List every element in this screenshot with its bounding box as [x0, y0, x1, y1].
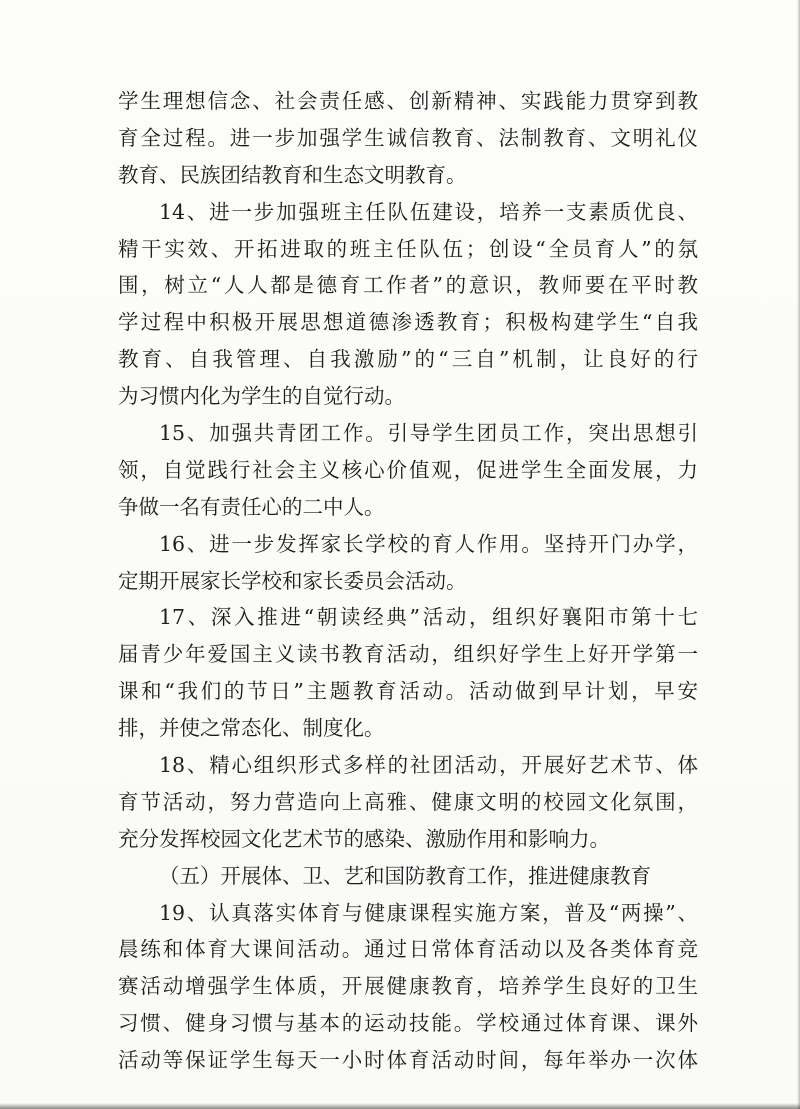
text-line: 领，自觉践行社会主义核心价值观，促进学生全面发展，力	[118, 457, 698, 482]
text-line: 晨练和体育大课间活动。通过日常体育活动以及各类体育竞	[118, 937, 698, 962]
text-line: 围，树立“人人都是德育工作者”的意识，教师要在平时教	[118, 273, 698, 298]
text-line: 届青少年爱国主义读书教育活动，组织好学生上好开学第一	[118, 642, 698, 667]
text-line: 争做一名有责任心的二中人。	[118, 494, 385, 519]
scan-edge-bottom	[0, 1103, 800, 1109]
text-line: 充分发挥校园文化艺术节的感染、激励作用和影响力。	[118, 826, 610, 851]
text-line: 精干实效、开拓进取的班主任队伍；创设“全员育人”的氛	[118, 236, 698, 261]
text-line: 教育、民族团结教育和生态文明教育。	[118, 162, 467, 187]
text-line: 学生理想信念、社会责任感、创新精神、实践能力贯穿到教	[118, 89, 698, 113]
text-line: 赛活动增强学生体质，开展健康教育，培养学生良好的卫生	[118, 974, 698, 999]
paragraph-first-line: 14、进一步加强班主任队伍建设，培养一支素质优良、	[159, 199, 698, 224]
text-line: 育全过程。进一步加强学生诚信教育、法制教育、文明礼仪	[118, 125, 698, 150]
document-body	[118, 83, 698, 1079]
paragraph-first-line: 16、进一步发挥家长学校的育人作用。坚持开门办学，	[159, 531, 698, 556]
text-line: 学过程中积极开展思想道德渗透教育；积极构建学生“自我	[118, 310, 698, 335]
text-line: 排，并使之常态化、制度化。	[118, 716, 385, 741]
paragraph-first-line: 18、精心组织形式多样的社团活动，开展好艺术节、体	[159, 753, 698, 778]
section-heading: （五）开展体、卫、艺和国防教育工作，推进健康教育	[159, 863, 651, 888]
text-line: 习惯、健身习惯与基本的运动技能。学校通过体育课、课外	[118, 1011, 698, 1036]
text-line: 活动等保证学生每天一小时体育活动时间，每年举办一次体	[118, 1048, 698, 1073]
paragraph-first-line: 19、认真落实体育与健康课程实施方案，普及“两操”、	[159, 900, 698, 925]
text-line: 育节活动，努力营造向上高雅、健康文明的校园文化氛围，	[118, 789, 698, 814]
text-line: 课和“我们的节日”主题教育活动。活动做到早计划，早安	[118, 679, 698, 704]
text-line: 定期开展家长学校和家长委员会活动。	[118, 568, 467, 593]
text-line: 教育、自我管理、自我激励”的“三自”机制，让良好的行	[118, 347, 698, 372]
text-line: 为习惯内化为学生的自觉行动。	[118, 384, 405, 409]
paragraph-first-line: 17、深入推进“朝读经典”活动，组织好襄阳市第十七	[159, 605, 698, 630]
paragraph-first-line: 15、加强共青团工作。引导学生团员工作，突出思想引	[159, 421, 698, 446]
